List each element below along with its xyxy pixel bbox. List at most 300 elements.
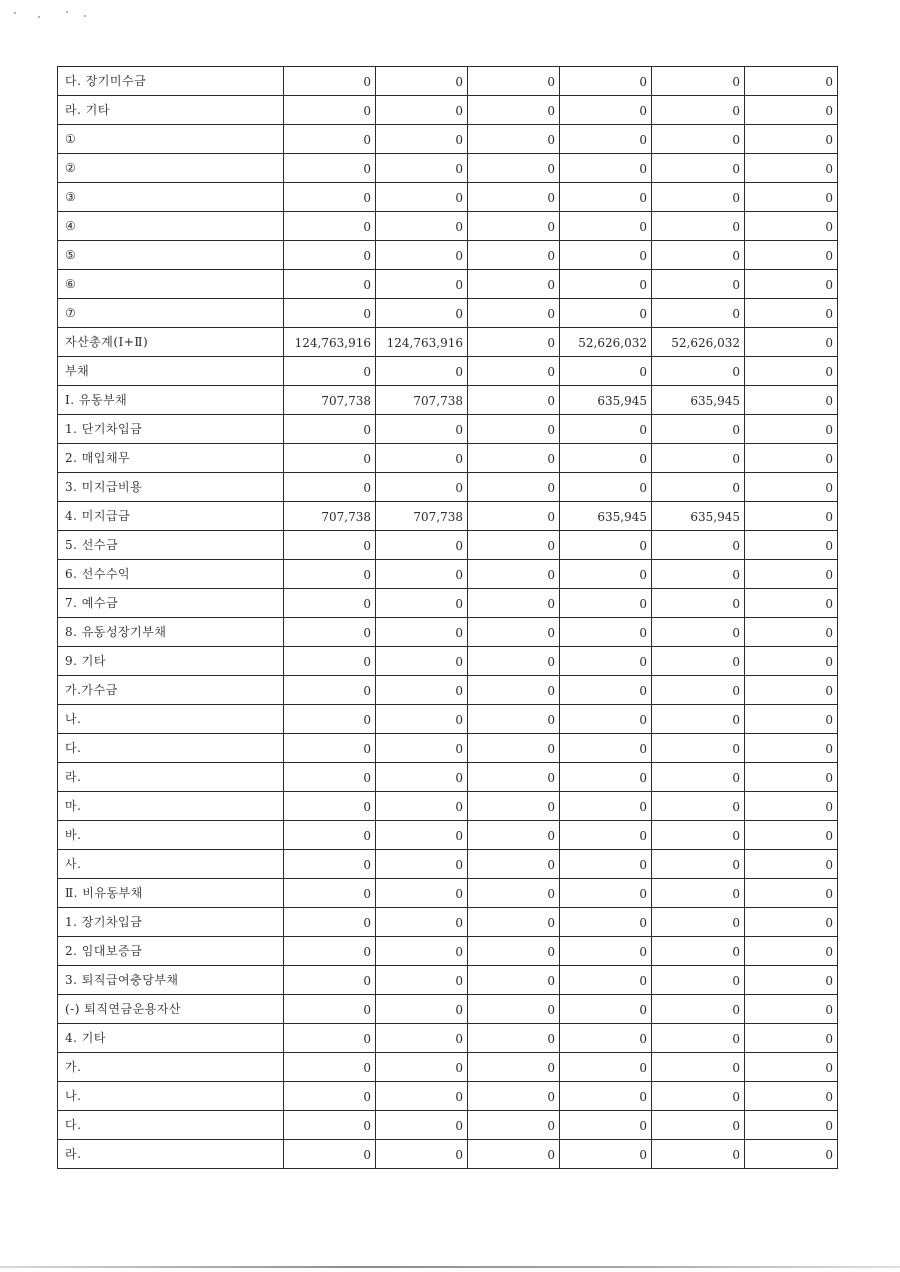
amount-cell: 0: [652, 560, 745, 589]
amount-cell: 0: [745, 96, 838, 125]
amount-cell: 0: [284, 531, 376, 560]
amount-cell: 0: [745, 67, 838, 96]
amount-cell: 0: [560, 154, 652, 183]
amount-cell: 0: [376, 415, 468, 444]
amount-cell: 0: [376, 1024, 468, 1053]
amount-cell: 0: [745, 241, 838, 270]
amount-cell: 0: [376, 1082, 468, 1111]
amount-cell: 0: [376, 879, 468, 908]
amount-cell: 0: [284, 676, 376, 705]
amount-cell: 0: [560, 531, 652, 560]
table-row: [58, 589, 838, 618]
amount-cell: 0: [284, 183, 376, 212]
amount-cell: 0: [560, 1140, 652, 1169]
amount-cell: 0: [745, 125, 838, 154]
amount-cell: 0: [376, 473, 468, 502]
amount-cell: 0: [745, 734, 838, 763]
row-label: 자산총계(Ⅰ+Ⅱ): [58, 328, 284, 357]
amount-cell: 0: [376, 183, 468, 212]
amount-cell: 0: [284, 705, 376, 734]
table-row: [58, 357, 838, 386]
table-row: [58, 647, 838, 676]
amount-cell: 0: [560, 299, 652, 328]
row-label: 나.: [58, 705, 284, 734]
amount-cell: 0: [376, 1111, 468, 1140]
page-bottom-edge: [0, 1266, 900, 1268]
amount-cell: 0: [284, 850, 376, 879]
amount-cell: 0: [652, 995, 745, 1024]
amount-cell: 0: [284, 270, 376, 299]
amount-cell: 0: [745, 299, 838, 328]
amount-cell: 0: [284, 792, 376, 821]
table-row: [58, 241, 838, 270]
amount-cell: 0: [652, 183, 745, 212]
table-row: [58, 908, 838, 937]
amount-cell: 0: [745, 270, 838, 299]
amount-cell: 0: [560, 1111, 652, 1140]
row-label: 1. 장기차입금: [58, 908, 284, 937]
amount-cell: 0: [560, 937, 652, 966]
amount-cell: 0: [376, 1053, 468, 1082]
amount-cell: 0: [284, 357, 376, 386]
amount-cell: 0: [652, 618, 745, 647]
amount-cell: 124,763,916: [284, 328, 376, 357]
amount-cell: 0: [468, 270, 560, 299]
amount-cell: 0: [652, 647, 745, 676]
row-label: ④: [58, 212, 284, 241]
amount-cell: 0: [652, 937, 745, 966]
amount-cell: 0: [560, 357, 652, 386]
amount-cell: 0: [560, 1053, 652, 1082]
amount-cell: 0: [284, 299, 376, 328]
row-label: 다.: [58, 734, 284, 763]
amount-cell: 0: [745, 502, 838, 531]
amount-cell: 0: [376, 560, 468, 589]
row-label: 가.가수금: [58, 676, 284, 705]
amount-cell: 0: [560, 212, 652, 241]
amount-cell: 0: [468, 1024, 560, 1053]
table-row: [58, 415, 838, 444]
amount-cell: 0: [560, 96, 652, 125]
amount-cell: 0: [468, 444, 560, 473]
amount-cell: 0: [560, 850, 652, 879]
amount-cell: 0: [284, 995, 376, 1024]
amount-cell: 0: [284, 96, 376, 125]
table-row: [58, 995, 838, 1024]
row-label: ⑦: [58, 299, 284, 328]
amount-cell: 0: [284, 763, 376, 792]
amount-cell: 0: [468, 241, 560, 270]
amount-cell: 0: [284, 589, 376, 618]
table-row: [58, 618, 838, 647]
scan-speck-marks: [14, 10, 84, 18]
row-label: ⑥: [58, 270, 284, 299]
amount-cell: 52,626,032: [652, 328, 745, 357]
amount-cell: 0: [560, 995, 652, 1024]
amount-cell: 0: [284, 415, 376, 444]
amount-cell: 0: [284, 821, 376, 850]
amount-cell: 0: [652, 589, 745, 618]
row-label: ⑤: [58, 241, 284, 270]
amount-cell: 0: [560, 821, 652, 850]
amount-cell: 0: [468, 647, 560, 676]
amount-cell: 0: [468, 560, 560, 589]
table-row: [58, 444, 838, 473]
amount-cell: 0: [560, 125, 652, 154]
amount-cell: 0: [652, 270, 745, 299]
amount-cell: 0: [652, 763, 745, 792]
amount-cell: 0: [745, 647, 838, 676]
amount-cell: 0: [284, 444, 376, 473]
amount-cell: 0: [468, 96, 560, 125]
amount-cell: 0: [376, 589, 468, 618]
amount-cell: 0: [284, 125, 376, 154]
amount-cell: 0: [284, 647, 376, 676]
amount-cell: 0: [376, 676, 468, 705]
amount-cell: 0: [468, 154, 560, 183]
amount-cell: 0: [468, 328, 560, 357]
amount-cell: 0: [745, 821, 838, 850]
amount-cell: 0: [745, 1024, 838, 1053]
amount-cell: 0: [376, 154, 468, 183]
amount-cell: 0: [284, 1140, 376, 1169]
row-label: 2. 매입채무: [58, 444, 284, 473]
amount-cell: 0: [560, 1024, 652, 1053]
table-row: [58, 1140, 838, 1169]
table-row: [58, 67, 838, 96]
amount-cell: 0: [468, 937, 560, 966]
table-row: [58, 1053, 838, 1082]
table-row: [58, 154, 838, 183]
amount-cell: 0: [560, 705, 652, 734]
row-label: 라.: [58, 763, 284, 792]
amount-cell: 0: [745, 444, 838, 473]
table-row: [58, 183, 838, 212]
amount-cell: 0: [376, 212, 468, 241]
amount-cell: 707,738: [284, 502, 376, 531]
amount-cell: 0: [284, 937, 376, 966]
amount-cell: 0: [652, 241, 745, 270]
amount-cell: 0: [284, 966, 376, 995]
amount-cell: 0: [745, 1111, 838, 1140]
amount-cell: 0: [468, 415, 560, 444]
amount-cell: 0: [745, 937, 838, 966]
row-label: 가.: [58, 1053, 284, 1082]
amount-cell: 0: [376, 734, 468, 763]
table-row: [58, 966, 838, 995]
amount-cell: 0: [560, 270, 652, 299]
amount-cell: 0: [560, 734, 652, 763]
amount-cell: 0: [652, 705, 745, 734]
amount-cell: 0: [284, 67, 376, 96]
amount-cell: 0: [376, 241, 468, 270]
amount-cell: 0: [745, 531, 838, 560]
amount-cell: 0: [284, 879, 376, 908]
amount-cell: 0: [468, 589, 560, 618]
amount-cell: 0: [468, 676, 560, 705]
amount-cell: 635,945: [560, 502, 652, 531]
amount-cell: 0: [468, 618, 560, 647]
amount-cell: 0: [284, 1053, 376, 1082]
table-row: [58, 502, 838, 531]
amount-cell: 0: [745, 415, 838, 444]
table-row: [58, 1111, 838, 1140]
amount-cell: 0: [468, 212, 560, 241]
row-label: 6. 선수수익: [58, 560, 284, 589]
amount-cell: 0: [745, 995, 838, 1024]
amount-cell: 0: [745, 850, 838, 879]
amount-cell: 0: [652, 908, 745, 937]
row-label: 7. 예수금: [58, 589, 284, 618]
amount-cell: 0: [376, 67, 468, 96]
table-row: [58, 531, 838, 560]
amount-cell: 0: [468, 995, 560, 1024]
amount-cell: 0: [652, 1082, 745, 1111]
row-label: 1. 단기차입금: [58, 415, 284, 444]
amount-cell: 0: [468, 1053, 560, 1082]
amount-cell: 0: [652, 125, 745, 154]
table-row: [58, 763, 838, 792]
amount-cell: 0: [376, 792, 468, 821]
amount-cell: 0: [652, 734, 745, 763]
row-label: 3. 미지급비용: [58, 473, 284, 502]
amount-cell: 0: [745, 618, 838, 647]
amount-cell: 0: [468, 473, 560, 502]
amount-cell: 0: [468, 299, 560, 328]
amount-cell: 0: [652, 357, 745, 386]
table-row: [58, 473, 838, 502]
amount-cell: 0: [284, 734, 376, 763]
amount-cell: 0: [284, 1111, 376, 1140]
amount-cell: 0: [284, 1082, 376, 1111]
amount-cell: 0: [745, 908, 838, 937]
row-label: 2. 임대보증금: [58, 937, 284, 966]
row-label: 8. 유동성장기부채: [58, 618, 284, 647]
row-label: 다. 장기미수금: [58, 67, 284, 96]
amount-cell: 0: [468, 1140, 560, 1169]
amount-cell: 0: [376, 125, 468, 154]
amount-cell: 0: [284, 908, 376, 937]
amount-cell: 0: [376, 937, 468, 966]
amount-cell: 0: [652, 792, 745, 821]
amount-cell: 0: [560, 473, 652, 502]
table-row: [58, 270, 838, 299]
amount-cell: 0: [468, 850, 560, 879]
amount-cell: 0: [560, 966, 652, 995]
amount-cell: 0: [468, 763, 560, 792]
amount-cell: 0: [468, 125, 560, 154]
table-row: [58, 937, 838, 966]
amount-cell: 0: [745, 154, 838, 183]
table-row: [58, 676, 838, 705]
amount-cell: 635,945: [560, 386, 652, 415]
amount-cell: 0: [376, 96, 468, 125]
amount-cell: 0: [745, 212, 838, 241]
row-label: 3. 퇴직급여충당부채: [58, 966, 284, 995]
amount-cell: 0: [745, 1053, 838, 1082]
amount-cell: 0: [284, 154, 376, 183]
row-label: ②: [58, 154, 284, 183]
amount-cell: 707,738: [376, 386, 468, 415]
amount-cell: 0: [745, 589, 838, 618]
amount-cell: 0: [376, 850, 468, 879]
amount-cell: 0: [468, 531, 560, 560]
row-label: 9. 기타: [58, 647, 284, 676]
amount-cell: 0: [560, 763, 652, 792]
amount-cell: 0: [652, 473, 745, 502]
amount-cell: 0: [376, 821, 468, 850]
table-row: [58, 1082, 838, 1111]
amount-cell: 0: [468, 67, 560, 96]
amount-cell: 0: [468, 1111, 560, 1140]
table-row: [58, 792, 838, 821]
amount-cell: 0: [376, 966, 468, 995]
row-label: 4. 기타: [58, 1024, 284, 1053]
table-body: [58, 67, 838, 1169]
amount-cell: 0: [652, 1111, 745, 1140]
amount-cell: 0: [652, 531, 745, 560]
amount-cell: 0: [560, 183, 652, 212]
row-label: ①: [58, 125, 284, 154]
amount-cell: 0: [652, 212, 745, 241]
amount-cell: 52,626,032: [560, 328, 652, 357]
amount-cell: 0: [745, 1140, 838, 1169]
amount-cell: 0: [376, 1140, 468, 1169]
amount-cell: 0: [652, 1053, 745, 1082]
table-row: [58, 299, 838, 328]
amount-cell: 0: [376, 444, 468, 473]
row-label: ③: [58, 183, 284, 212]
amount-cell: 0: [468, 357, 560, 386]
amount-cell: 124,763,916: [376, 328, 468, 357]
amount-cell: 0: [745, 386, 838, 415]
amount-cell: 0: [652, 67, 745, 96]
amount-cell: 0: [284, 560, 376, 589]
row-label: Ⅱ. 비유동부채: [58, 879, 284, 908]
amount-cell: 0: [468, 183, 560, 212]
amount-cell: 0: [468, 821, 560, 850]
table-row: [58, 96, 838, 125]
amount-cell: 0: [652, 96, 745, 125]
amount-cell: 635,945: [652, 502, 745, 531]
amount-cell: 0: [745, 473, 838, 502]
table-row: [58, 212, 838, 241]
amount-cell: 0: [745, 357, 838, 386]
row-label: 라.: [58, 1140, 284, 1169]
amount-cell: 0: [376, 705, 468, 734]
amount-cell: 0: [560, 647, 652, 676]
amount-cell: 0: [745, 560, 838, 589]
amount-cell: 0: [284, 473, 376, 502]
amount-cell: 0: [652, 850, 745, 879]
amount-cell: 0: [468, 502, 560, 531]
row-label: (-) 퇴직연금운용자산: [58, 995, 284, 1024]
amount-cell: 0: [468, 734, 560, 763]
amount-cell: 0: [376, 531, 468, 560]
table-row: [58, 850, 838, 879]
row-label: 라. 기타: [58, 96, 284, 125]
amount-cell: 0: [468, 705, 560, 734]
amount-cell: 0: [560, 241, 652, 270]
table-row: [58, 821, 838, 850]
amount-cell: 0: [745, 328, 838, 357]
row-label: Ⅰ. 유동부채: [58, 386, 284, 415]
table-row: [58, 560, 838, 589]
row-label: 나.: [58, 1082, 284, 1111]
amount-cell: 0: [284, 1024, 376, 1053]
amount-cell: 0: [560, 444, 652, 473]
amount-cell: 0: [376, 299, 468, 328]
table-row: [58, 125, 838, 154]
amount-cell: 707,738: [376, 502, 468, 531]
amount-cell: 0: [560, 589, 652, 618]
amount-cell: 0: [745, 966, 838, 995]
amount-cell: 0: [652, 415, 745, 444]
amount-cell: 0: [376, 995, 468, 1024]
amount-cell: 0: [560, 560, 652, 589]
amount-cell: 0: [376, 270, 468, 299]
amount-cell: 0: [652, 966, 745, 995]
amount-cell: 0: [745, 676, 838, 705]
row-label: 마.: [58, 792, 284, 821]
amount-cell: 0: [468, 908, 560, 937]
amount-cell: 0: [745, 763, 838, 792]
amount-cell: 0: [284, 212, 376, 241]
amount-cell: 0: [284, 241, 376, 270]
row-label: 바.: [58, 821, 284, 850]
amount-cell: 0: [560, 908, 652, 937]
amount-cell: 0: [376, 763, 468, 792]
amount-cell: 0: [652, 444, 745, 473]
amount-cell: 0: [376, 357, 468, 386]
amount-cell: 0: [468, 966, 560, 995]
amount-cell: 0: [652, 154, 745, 183]
amount-cell: 0: [560, 879, 652, 908]
row-label: 부채: [58, 357, 284, 386]
balance-sheet-table: [57, 66, 838, 1169]
amount-cell: 707,738: [284, 386, 376, 415]
amount-cell: 0: [560, 1082, 652, 1111]
row-label: 4. 미지급금: [58, 502, 284, 531]
amount-cell: 0: [745, 879, 838, 908]
table-row: [58, 879, 838, 908]
amount-cell: 0: [560, 676, 652, 705]
amount-cell: 0: [652, 1024, 745, 1053]
amount-cell: 0: [376, 618, 468, 647]
row-label: 다.: [58, 1111, 284, 1140]
amount-cell: 0: [376, 908, 468, 937]
amount-cell: 0: [745, 792, 838, 821]
table-row: [58, 1024, 838, 1053]
table-row: [58, 328, 838, 357]
table-row: [58, 734, 838, 763]
amount-cell: 0: [652, 821, 745, 850]
amount-cell: 0: [652, 676, 745, 705]
amount-cell: 0: [468, 1082, 560, 1111]
row-label: 5. 선수금: [58, 531, 284, 560]
amount-cell: 0: [284, 618, 376, 647]
amount-cell: 0: [560, 618, 652, 647]
amount-cell: 0: [560, 415, 652, 444]
amount-cell: 0: [745, 705, 838, 734]
table-row: [58, 386, 838, 415]
amount-cell: 0: [652, 879, 745, 908]
amount-cell: 635,945: [652, 386, 745, 415]
amount-cell: 0: [468, 792, 560, 821]
table-row: [58, 705, 838, 734]
amount-cell: 0: [376, 647, 468, 676]
amount-cell: 0: [468, 386, 560, 415]
